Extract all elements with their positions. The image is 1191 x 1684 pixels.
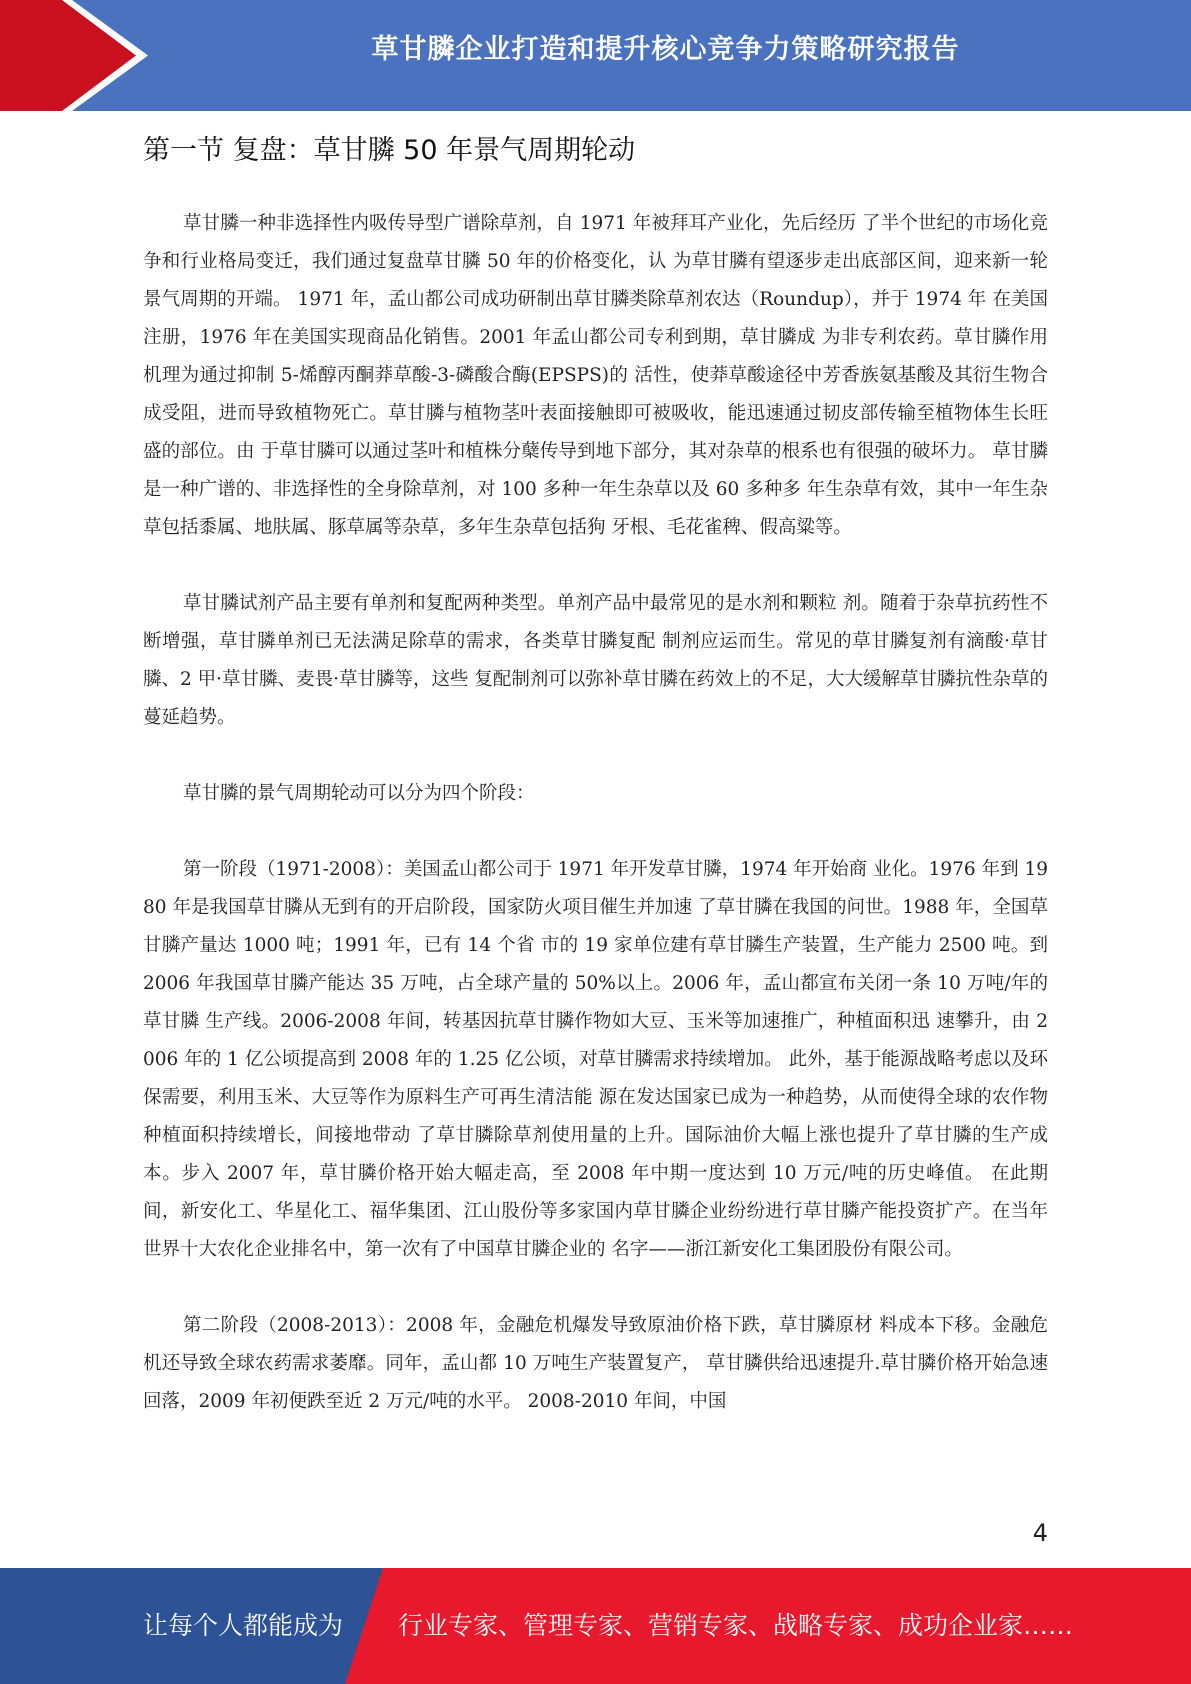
footer-slogan-right: 行业专家、管理专家、营销专家、战略专家、成功企业家…… — [398, 1611, 1074, 1640]
footer-banner — [0, 1568, 1191, 1684]
paragraph-stage-one: 第一阶段（1971-2008）：美国孟山都公司于 1971 年开发草甘膦，1974 年开始商 业化。1976 年到 1980 年是我国草甘膦从无到有的开启阶段，国家防火项目催生并加速 了草甘膦在我国的问世。1988 年，全国草甘膦产量达 1000 吨；1991 年，已有 14 个省 市的 19 家单位建有草甘膦生产装置，生产能力 2500 吨。到 2006 年我国草甘膦产能达 35 万吨，占全球产量的 50%以上。2006 年，孟山都宣布关闭一条 10 万吨/年的草甘膦 生产线。2006-2008 年间，转基因抗草甘膦作物如大豆、玉米等加速推广，种植面积迅 速攀升，由 2006 年的 1 亿公顷提高到 2008 年的 1.25 亿公顷，对草甘膦需求持续增加。 此外，基于能源战略考虑以及环保需要，利用玉米、大豆等作为原料生产可再生清洁能 源在发达国家已成为一种趋势，从而使得全球的农作物种植面积持续增长，间接地带动 了草甘膦除草剂使用量的上升。国际油价大幅上涨也提升了草甘膦的生产成本。步入 2007 年，草甘膦价格开始大幅走高，至 2008 年中期一度达到 10 万元/吨的历史峰值。 在此期间，新安化工、华星化工、福华集团、江山股份等多家国内草甘膦企业纷纷进行草甘膦产能投资扩产。在当年世界十大农化企业排名中，第一次有了中国草甘膦企业的 名字——浙江新安化工集团股份有限公司。 — [143, 859, 1048, 1260]
paragraph-formulations: 草甘膦试剂产品主要有单剂和复配两种类型。单剂产品中最常见的是水剂和颗粒 剂。随着于杂草抗药性不断增强，草甘膦单剂已无法满足除草的需求，各类草甘膦复配 制剂应运而生。常见的草甘膦复剂有滴酸·草甘膦、2 甲·草甘膦、麦畏·草甘膦等，这些 复配制剂可以弥补草甘膦在药效上的不足，大大缓解草甘膦抗性杂草的蔓延趋势。 — [143, 593, 1048, 728]
paragraph-stage-two: 第二阶段（2008-2013）：2008 年，金融危机爆发导致原油价格下跌，草甘膦原材 料成本下移。金融危机还导致全球农药需求萎靡。同年，孟山都 10 万吨生产装置复产， 草甘膦供给迅速提升.草甘膦价格开始急速回落，2009 年初便跌至近 2 万元/吨的水平。 2008-2010 年间，中国 — [143, 1315, 1048, 1412]
report-header-band — [0, 0, 1191, 111]
footer-slogan-left: 让每个人都能成为 — [143, 1611, 344, 1640]
paragraph-cycle-overview: 草甘膦的景气周期轮动可以分为四个阶段： — [183, 783, 535, 804]
section-heading: 第一节 复盘：草甘膦 50 年景气周期轮动 — [143, 135, 636, 166]
body-content — [143, 205, 1048, 1459]
page-number: 4 — [1032, 1519, 1048, 1547]
report-title: 草甘膦企业打造和提升核心竞争力策略研究报告 — [371, 34, 960, 65]
chevron-arrow-icon — [0, 0, 160, 111]
paragraph-intro: 草甘膦一种非选择性内吸传导型广谱除草剂，自 1971 年被拜耳产业化，先后经历 了半个世纪的市场化竞争和行业格局变迁，我们通过复盘草甘膦 50 年的价格变化，认 为草甘膦有望逐步走出底部区间，迎来新一轮景气周期的开端。 1971 年，孟山都公司成功研制出草甘膦类除草剂农达（Roundup），并于 1974 年 在美国注册，1976 年在美国实现商品化销售。2001 年孟山都公司专利到期，草甘膦成 为非专利农药。草甘膦作用机理为通过抑制 5-烯醇丙酮莽草酸-3-磷酸合酶(EPSPS)的 活性，使莽草酸途径中芳香族氨基酸及其衍生物合成受阻，进而导致植物死亡。草甘膦与植物茎叶表面接触即可被吸收，能迅速通过韧皮部传输至植物体生长旺盛的部位。由 于草甘膦可以通过茎叶和植株分蘖传导到地下部分，其对杂草的根系也有很强的破坏力。 草甘膦是一种广谱的、非选择性的全身除草剂，对 100 多种一年生杂草以及 60 多种多 年生杂草有效，其中一年生杂草包括黍属、地肤属、豚草属等杂草，多年生杂草包括狗 牙根、毛花雀稗、假高粱等。 — [143, 213, 1048, 538]
